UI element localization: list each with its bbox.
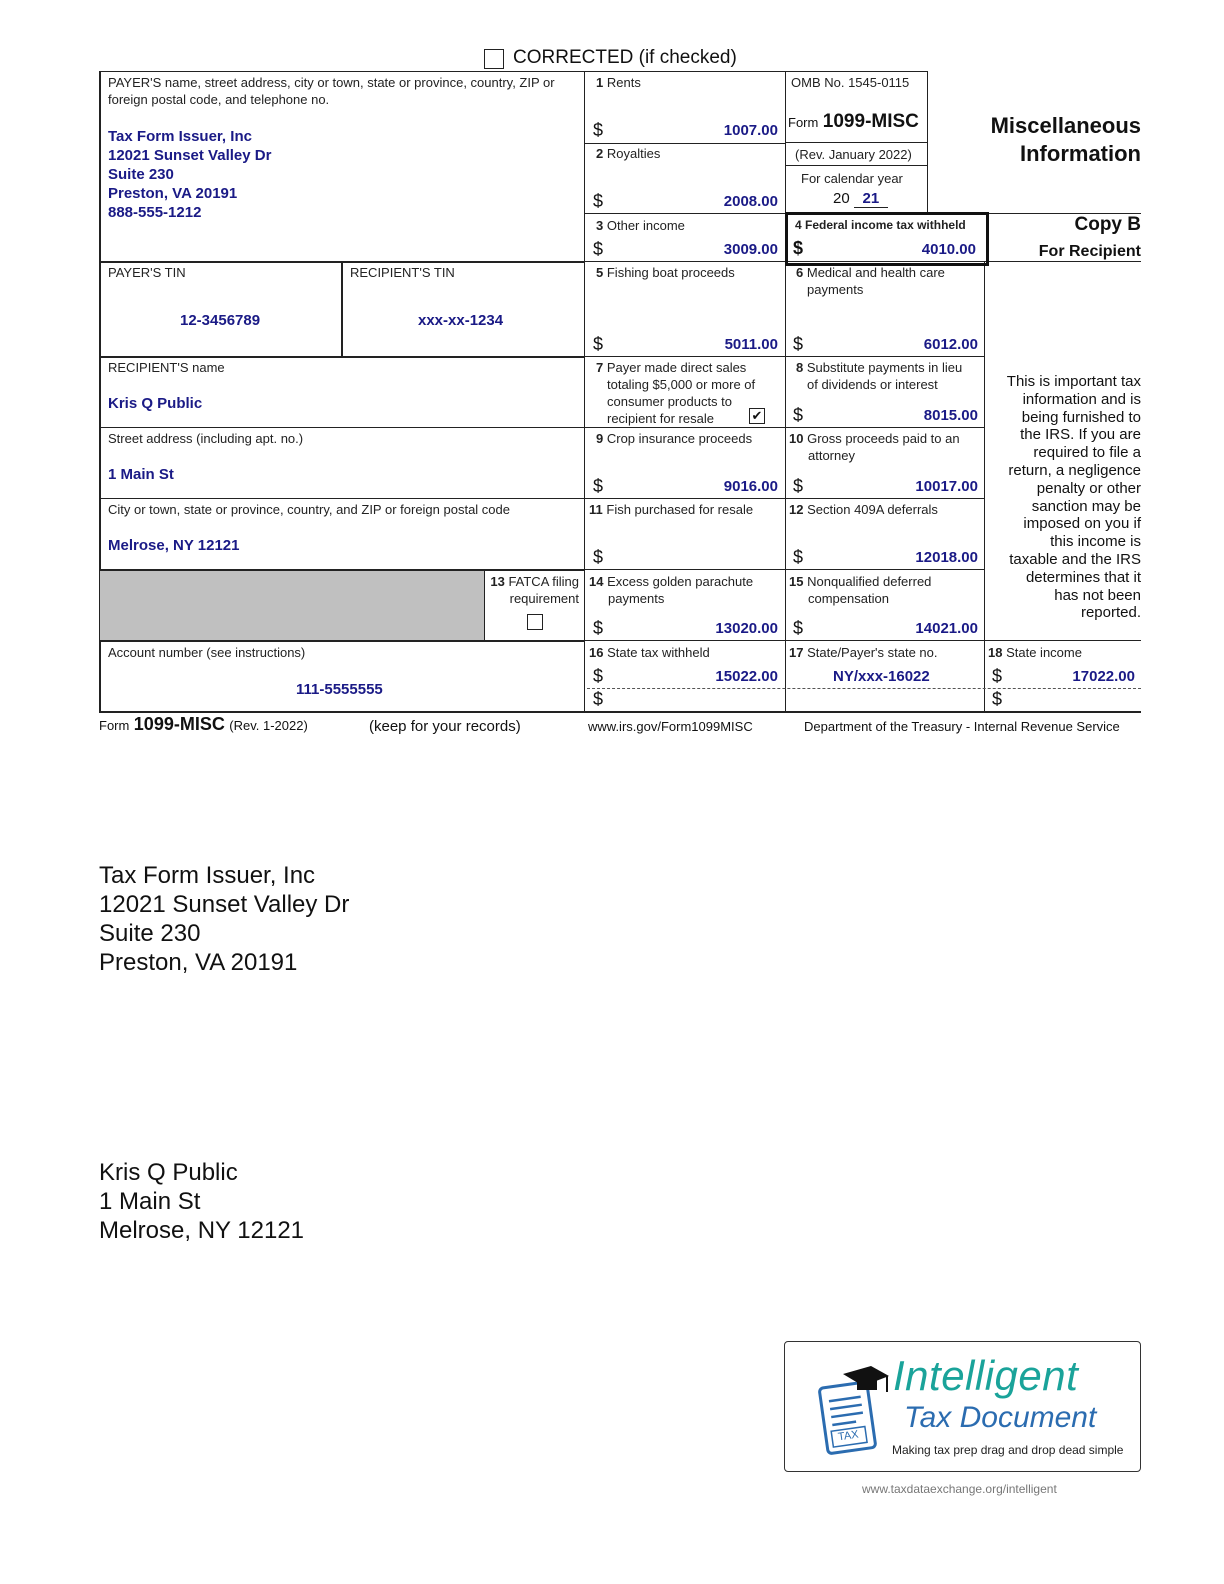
box18-label: 18 State income [988, 645, 1082, 660]
box2-label: 2 Royalties [596, 146, 661, 161]
box7-checkbox[interactable]: ✔ [749, 408, 765, 424]
fatca-label: 13 FATCA filing requirement [490, 574, 579, 606]
box1-label: 1 Rents [596, 75, 641, 90]
logo-box [784, 1341, 1141, 1472]
box4-dollar: $ [793, 238, 804, 258]
box12-value: 12018.00 [915, 549, 978, 566]
payer-line: 12021 Sunset Valley Dr [108, 147, 272, 164]
recipient-tin-value: xxx-xx-1234 [418, 312, 504, 329]
box1-value: 1007.00 [723, 122, 778, 139]
box5-dollar: $ [593, 334, 604, 354]
box7-label: 7 Payer made direct sales totaling $5,000 or more of consumer products to recipient for resale [596, 360, 756, 426]
form-top-border [99, 71, 928, 72]
box15-label: 15 Nonqualified deferred compensation [789, 574, 932, 606]
fatca-bottom-line [99, 640, 585, 642]
corrected-checkbox[interactable] [484, 49, 504, 69]
box6-label: 6 Medical and health care payments [796, 265, 945, 297]
box15-dollar: $ [793, 618, 804, 638]
fatca-checkbox[interactable] [527, 614, 543, 630]
box18-dollar-2: $ [992, 689, 1003, 709]
box4-value: 4010.00 [921, 241, 976, 258]
shaded-area [100, 571, 484, 640]
copy-label: Copy B [1074, 214, 1141, 235]
box8-value: 8015.00 [923, 407, 978, 424]
col-divider-mid [785, 71, 786, 712]
box14-value: 13020.00 [715, 620, 778, 637]
footer-dept: Department of the Treasury - Internal Revenue Service [804, 719, 1120, 734]
logo-subtitle: Tax Document [904, 1401, 1097, 1434]
box14-label: 14 Excess golden parachute payments [589, 574, 754, 606]
payer-block [108, 127, 271, 222]
tax-document-icon [813, 1364, 893, 1460]
form-title: Miscellaneous Information [990, 113, 1141, 166]
box15-value: 14021.00 [915, 620, 978, 637]
box16-dollar-2: $ [593, 689, 604, 709]
form-id: Form 1099-MISC [788, 111, 919, 132]
city-value: Melrose, NY 12121 [108, 537, 240, 554]
box5-value: 5011.00 [724, 336, 778, 353]
logo-tagline: Making tax prep drag and drop dead simple [892, 1443, 1124, 1457]
box3-dollar: $ [593, 239, 604, 259]
box14-dollar: $ [593, 618, 604, 638]
city-label: City or town, state or province, country, and ZIP or foreign postal code [108, 502, 510, 517]
payer-label: PAYER'S name, street address, city or town, state or province, country, ZIP or foreign postal code, and telephone no. [108, 75, 555, 107]
box6-dollar: $ [793, 334, 804, 354]
box12-label: 12 Section 409A deferrals [789, 502, 938, 517]
box10-label: 10 Gross proceeds paid to an attorney [789, 431, 960, 463]
box10-value: 10017.00 [915, 478, 978, 495]
box1-dollar: $ [593, 120, 604, 140]
account-label: Account number (see instructions) [108, 645, 306, 660]
name-bottom-line [99, 427, 585, 428]
recipient-name-value: Kris Q Public [108, 395, 203, 412]
for-recipient-label: For Recipient [1038, 243, 1141, 260]
box12-dollar: $ [793, 547, 804, 567]
box2-value: 2008.00 [723, 193, 778, 210]
box18-value: 17022.00 [1072, 668, 1135, 685]
box11-dollar: $ [593, 547, 604, 567]
tin-bottom-line [99, 356, 585, 358]
payer-tin-label: PAYER'S TIN [108, 265, 186, 280]
footer-keep: (keep for your records) [369, 718, 521, 735]
box17-label: 17 State/Payer's state no. [789, 645, 938, 660]
street-value: 1 Main St [108, 466, 174, 483]
box8-dollar: $ [793, 405, 804, 425]
logo-url[interactable]: www.taxdataexchange.org/intelligent [862, 1482, 1057, 1496]
box8-label: 8 Substitute payments in lieu of dividends or interest [796, 360, 963, 392]
box16-dollar: $ [593, 666, 604, 686]
omb-number: OMB No. 1545-0115 [791, 75, 910, 90]
payer-tin-value: 12-3456789 [180, 312, 261, 329]
box4-label: 4 Federal income tax withheld [795, 218, 966, 232]
box16-label: 16 State tax withheld [589, 645, 710, 660]
col-divider-left [584, 71, 585, 712]
corrected-label: CORRECTED (if checked) [513, 47, 737, 68]
box3-label: 3 Other income [596, 218, 685, 233]
street-bottom-line [99, 498, 585, 499]
payer-line: Tax Form Issuer, Inc [108, 128, 252, 145]
tin-divider [341, 262, 343, 356]
box10-dollar: $ [793, 476, 804, 496]
cal-year-label: For calendar year [801, 171, 903, 186]
payer-line: Suite 230 [108, 166, 174, 183]
fatca-divider [484, 570, 485, 641]
mail-from-address: Tax Form Issuer, Inc 12021 Sunset Valley Dr Suite 230 Preston, VA 20191 [99, 862, 350, 976]
col-divider-right [984, 262, 985, 712]
box11-label: 11 Fish purchased for resale [589, 502, 754, 517]
cal-year: 20 21 [833, 190, 888, 208]
box3-value: 3009.00 [723, 241, 778, 258]
mail-to-address: Kris Q Public 1 Main St Melrose, NY 12121 [99, 1159, 305, 1244]
street-label: Street address (including apt. no.) [108, 431, 304, 446]
footer-form-id: Form 1099-MISC (Rev. 1-2022) [99, 714, 308, 734]
recipient-tin-label: RECIPIENT'S TIN [350, 265, 455, 280]
box2-dollar: $ [593, 191, 604, 211]
box9-label: 9 Crop insurance proceeds [596, 431, 753, 446]
box6-value: 6012.00 [923, 336, 978, 353]
box5-label: 5 Fishing boat proceeds [596, 265, 735, 280]
box9-value: 9016.00 [723, 478, 778, 495]
rev-date: (Rev. January 2022) [795, 147, 912, 162]
account-value: 111-5555555 [296, 681, 383, 698]
payer-line: Preston, VA 20191 [108, 185, 238, 202]
box16-value: 15022.00 [715, 668, 778, 685]
recipient-name-label: RECIPIENT'S name [108, 360, 225, 375]
notice-text: This is important tax information and is being furnished to the IRS. If you are required to file a return, a negligence penalty or other sanction may be imposed on you if this income is taxable and the IRS determines that it has not been reported. [1006, 373, 1141, 622]
box18-dollar: $ [992, 666, 1003, 686]
logo-title: Intelligent [893, 1352, 1079, 1399]
logo-icon-text: TAX [837, 1428, 860, 1444]
box9-dollar: $ [593, 476, 604, 496]
box17-value: NY/xxx-16022 [833, 668, 930, 685]
footer-url[interactable]: www.irs.gov/Form1099MISC [588, 719, 753, 734]
payer-line: 888-555-1212 [108, 204, 202, 221]
